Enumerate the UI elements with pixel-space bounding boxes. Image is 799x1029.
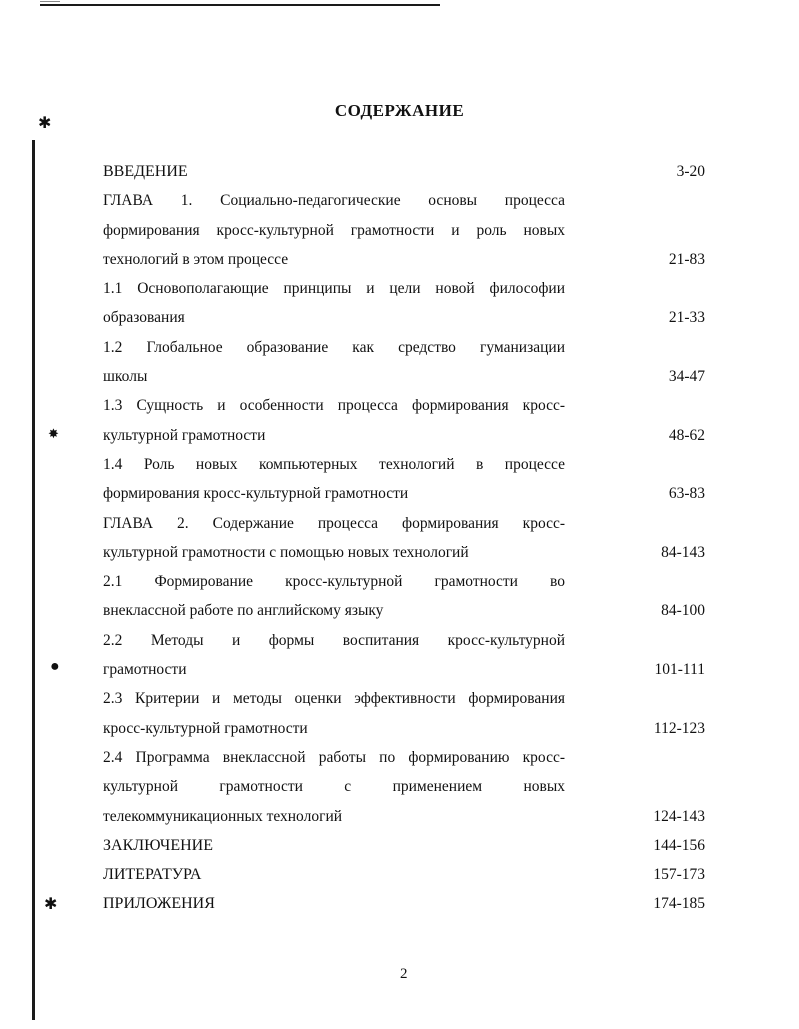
toc-entry-line (103, 743, 713, 772)
toc-entry (103, 684, 713, 743)
toc-entry-line (103, 889, 713, 918)
toc-entry-line (103, 303, 713, 332)
toc-page-range: 84-143 (661, 543, 705, 561)
toc-entry-line (103, 831, 713, 860)
toc-entry-text: технологий в этом процессе (103, 250, 289, 268)
toc-entry-text: культурной грамотности с помощью новых технологий (103, 543, 469, 561)
scan-artifact-top (40, 1, 60, 2)
toc-entry-text: ГЛАВА 1. Социально-педагогические основы процесса (103, 192, 565, 210)
toc-entry-text: 1.1 Основополагающие принципы и цели новой философии (103, 280, 565, 298)
toc-entry-line (103, 479, 713, 508)
scan-speck-icon: ✱ (38, 115, 52, 132)
toc-entry-text: культурной грамотности (103, 426, 266, 444)
toc-page-range: 21-83 (668, 250, 705, 268)
toc-entry-line (103, 772, 713, 801)
toc-entry (103, 157, 713, 186)
toc-page-range: 112-123 (653, 719, 705, 737)
toc-entry-text: кросс-культурной грамотности (103, 719, 308, 737)
scan-top-border (40, 4, 440, 6)
toc-entry-text: телекоммуникационных технологий (103, 807, 343, 825)
toc-entry-text: культурной грамотности с применением новых (103, 778, 565, 796)
toc-entry-text: ЗАКЛЮЧЕНИЕ (103, 836, 213, 854)
toc-page-range: 144-156 (653, 836, 705, 854)
toc-page-range: 21-33 (668, 309, 705, 327)
toc-entry (103, 186, 713, 274)
toc-entry-text: 2.3 Критерии и методы оценки эффективности формирования (103, 690, 565, 708)
toc-entry-line (103, 245, 713, 274)
scan-speck-icon: ● (50, 658, 60, 675)
toc-entry-line (103, 655, 713, 684)
toc-entry-text: 2.1 Формирование кросс-культурной грамотности во (103, 573, 565, 591)
toc-entry-line (103, 509, 713, 538)
toc-entry-text: школы (103, 368, 148, 386)
toc-entry-text: ПРИЛОЖЕНИЯ (103, 895, 215, 913)
toc-entry-line (103, 186, 713, 215)
toc-entry-text: формирования кросс-культурной грамотности и роль новых (103, 221, 565, 239)
toc-entry-line (103, 362, 713, 391)
toc-entry-text: 2.4 Программа внеклассной работы по формированию кросс- (103, 748, 565, 766)
toc-entry (103, 391, 713, 450)
toc-entry (103, 333, 713, 392)
toc-entry-line (103, 391, 713, 420)
toc-entry-line (103, 538, 713, 567)
toc-entry-text: 2.2 Методы и формы воспитания кросс-культурной (103, 631, 565, 649)
scan-speck-icon: ✱ (44, 896, 58, 913)
toc-page-range: 124-143 (653, 807, 705, 825)
toc-entry (103, 450, 713, 509)
toc-entry-line (103, 274, 713, 303)
toc-entry-text: грамотности (103, 661, 187, 679)
toc-entry-line (103, 157, 713, 186)
toc-entry-line (103, 567, 713, 596)
scan-left-border (32, 140, 35, 1020)
toc-page-range: 157-173 (653, 866, 705, 884)
toc-entry-line (103, 450, 713, 479)
toc-page-range: 63-83 (668, 485, 705, 503)
toc-entry-line (103, 860, 713, 889)
toc-page-range: 3-20 (676, 163, 705, 180)
toc-page-range: 48-62 (668, 426, 705, 444)
toc-entry-text: внеклассной работе по английскому языку (103, 602, 384, 620)
toc-entry-text: 1.3 Сущность и особенности процесса формирования кросс- (103, 397, 565, 415)
table-of-contents (103, 157, 713, 919)
toc-entry-line (103, 684, 713, 713)
toc-entry-text: образования (103, 309, 185, 327)
toc-entry (103, 509, 713, 568)
toc-entry-text: 1.4 Роль новых компьютерных технологий в процессе (103, 455, 565, 473)
toc-entry (103, 274, 713, 333)
toc-page-range: 34-47 (668, 368, 705, 386)
toc-page-range: 101-111 (654, 661, 705, 679)
toc-entry-text: ГЛАВА 2. Содержание процесса формирования кросс- (103, 514, 565, 532)
toc-entry-text: ЛИТЕРАТУРА (103, 866, 202, 884)
toc-entry (103, 831, 713, 860)
toc-page-range: 84-100 (661, 602, 705, 620)
toc-entry-line (103, 596, 713, 625)
toc-entry (103, 567, 713, 626)
page-title: СОДЕРЖАНИЕ (334, 101, 465, 120)
toc-entry-line (103, 802, 713, 831)
toc-entry-line (103, 216, 713, 245)
toc-entry-line (103, 626, 713, 655)
toc-entry (103, 889, 713, 918)
toc-entry-text: 1.2 Глобальное образование как средство гуманизации (103, 338, 565, 356)
toc-entry-line (103, 421, 713, 450)
toc-entry (103, 743, 713, 831)
toc-entry (103, 626, 713, 685)
toc-entry-line (103, 333, 713, 362)
toc-entry-text: формирования кросс-культурной грамотности (103, 485, 409, 503)
toc-entry-text: ВВЕДЕНИЕ (103, 163, 188, 180)
scan-speck-icon: ✸ (48, 426, 59, 441)
toc-page-range: 174-185 (653, 895, 705, 913)
toc-entry (103, 860, 713, 889)
page-number: 2 (400, 966, 408, 982)
toc-entry-line (103, 714, 713, 743)
